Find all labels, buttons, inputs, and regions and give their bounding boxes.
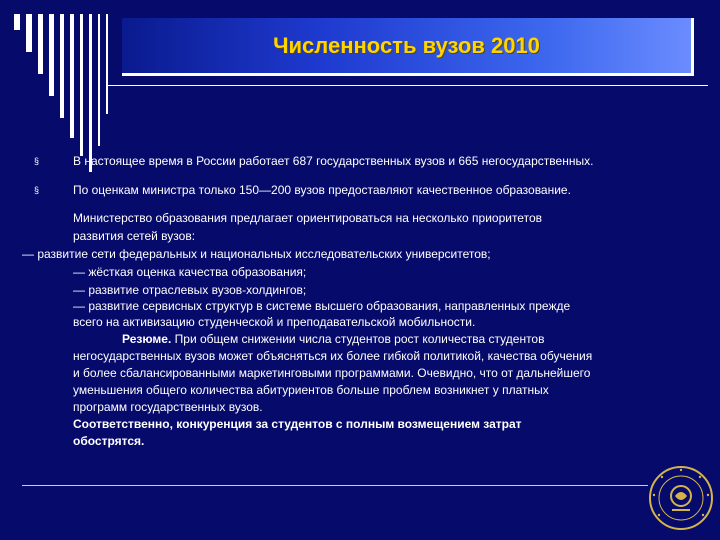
body-line-bold: обострятся. — [73, 434, 145, 448]
bullet-item: По оценкам министра только 150—200 вузов предоставляют качественное образование. — [73, 183, 571, 197]
university-seal-icon — [648, 465, 714, 531]
body-line: всего на активизацию студенческой и преподавательской мобильности. — [73, 315, 476, 329]
bar — [106, 14, 108, 114]
resume-text: При общем снижении числа студентов рост количества студентов — [171, 332, 545, 346]
body-line: — жёсткая оценка качества образования; — [73, 265, 307, 279]
page-title: Численность вузов 2010 — [273, 33, 540, 58]
bullet-marker: § — [34, 156, 40, 166]
bullet-item: В настоящее время в России работает 687 государственных вузов и 665 негосударственных. — [73, 154, 594, 168]
body-line: Министерство образования предлагает ориентироваться на несколько приоритетов — [73, 211, 542, 225]
body-line: развития сетей вузов: — [73, 229, 196, 243]
resume-label: Резюме. — [122, 332, 172, 346]
bar — [89, 14, 92, 172]
bar — [70, 14, 74, 138]
body-line: — развитие отраслевых вузов-холдингов; — [73, 283, 307, 297]
body-line: — развитие сервисных структур в системе высшего образования, направленных прежде — [73, 299, 571, 313]
body-line: и более сбалансированными маркетинговыми программами. Очевидно, что от дальнейшего — [73, 366, 591, 380]
title-box — [122, 18, 694, 76]
body-line-bold: Соответственно, конкуренция за студентов с полным возмещением затрат — [73, 417, 522, 431]
bar — [49, 14, 54, 96]
body-line — [122, 330, 544, 348]
bullet-marker: § — [34, 185, 40, 195]
bar — [80, 14, 83, 156]
decorative-bars — [14, 14, 124, 174]
body-line: уменьшения общего количества абитуриентов больше проблем возникнет у платных — [73, 383, 549, 397]
body-line: — развитие сети федеральных и национальных исследовательских университетов; — [22, 247, 491, 261]
title-divider — [108, 85, 708, 86]
bar — [38, 14, 43, 74]
bar — [98, 14, 100, 146]
body-line: программ государственных вузов. — [73, 400, 263, 414]
footer-divider — [22, 485, 648, 486]
body-line: негосударственных вузов может объясняться их более гибкой политикой, качества обучения — [73, 349, 593, 363]
bar — [60, 14, 64, 118]
bar — [14, 14, 20, 30]
bar — [26, 14, 32, 52]
